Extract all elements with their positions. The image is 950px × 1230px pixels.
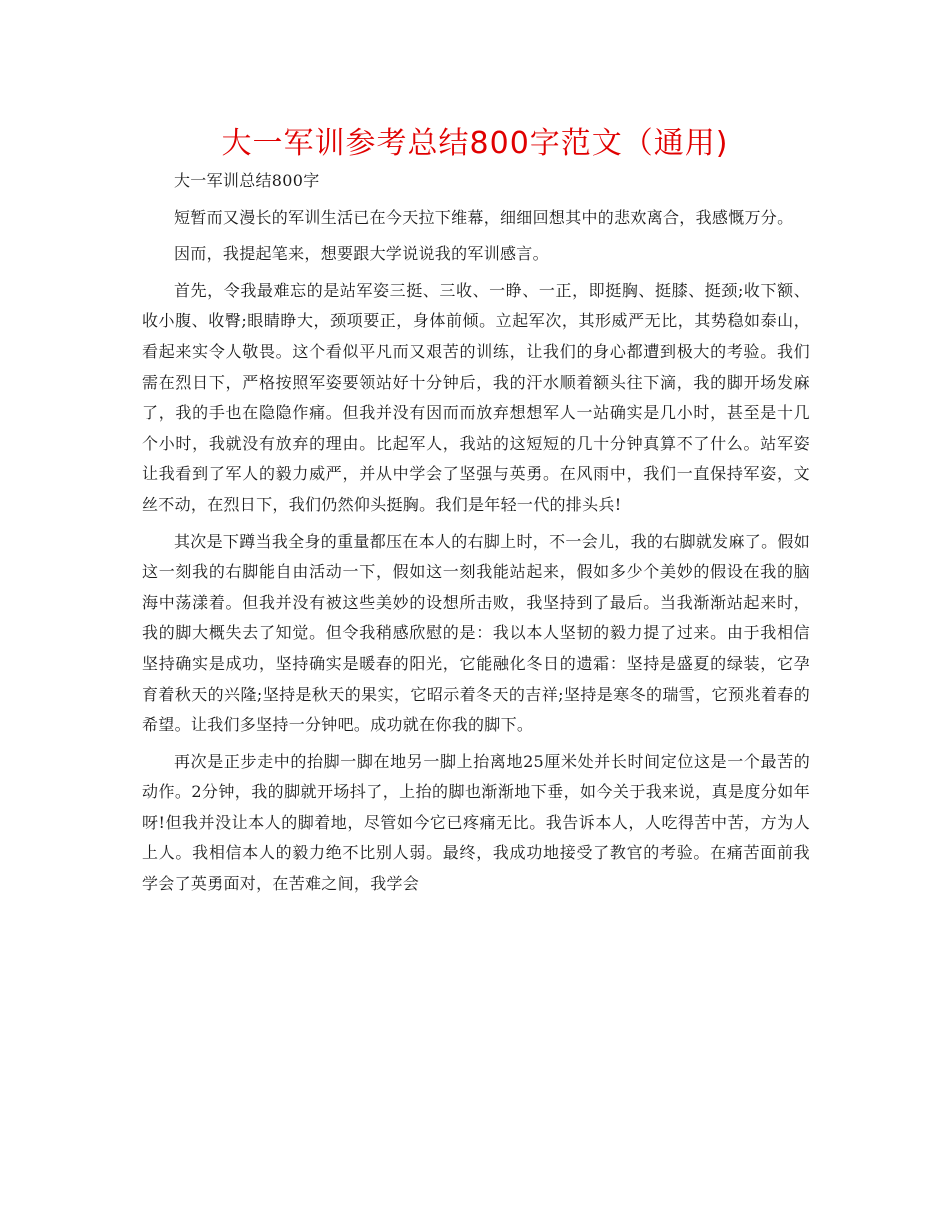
paragraph: 大一军训总结800字 (174, 171, 320, 190)
paragraph: 短暂而又漫长的军训生活已在今天拉下维幕，细细回想其中的悲欢离合，我感慨万分。 (174, 207, 794, 227)
document-body (142, 166, 810, 900)
paragraph: 因而，我提起笔来，想要跟大学说说我的军训感言。 (174, 244, 549, 264)
paragraph: 再次是正步走中的抬脚一脚在地另一脚上抬离地25厘米处并长时间定位这是一个最苦的动作。2分钟，我的脚就开场抖了，上抬的脚也渐渐地下垂，如今关于我来说，真是度分如年呀!但我并没让本人的脚着地，尽管如今它已疼痛无比。我告诉本人，人吃得苦中苦，方为人上人。我相信本人的毅力绝不比别人弱。最终，我成功地接受了教官的考验。在痛苦面前我学会了英勇面对，在苦难之间，我学会 (142, 751, 810, 894)
document-title: 大一军训参考总结800字范文（通用) (221, 126, 729, 161)
paragraph: 其次是下蹲当我全身的重量都压在本人的右脚上时，不一会儿，我的右脚就发麻了。假如这一刻我的右脚能自由活动一下，假如这一刻我能站起来，假如多少个美妙的假设在我的脑海中荡漾着。但我并没有被这些美妙的设想所击败，我坚持到了最后。当我渐渐站起来时，我的脚大概失去了知觉。但令我稍感欣慰的是：我以本人坚韧的毅力提了过来。由于我相信坚持确实是成功，坚持确实是暖春的阳光，它能融化冬日的遗霜：坚持是盛夏的绿装，它孕育着秋天的兴隆;坚持是秋天的果实，它昭示着冬天的吉祥;坚持是寒冬的瑞雪，它预兆着春的希望。让我们多坚持一分钟吧。成功就在你我的脚下。 (142, 531, 810, 735)
paragraph: 首先，令我最难忘的是站军姿三挺、三收、一睁、一正，即挺胸、挺膝、挺颈;收下额、收小腹、收臀;眼睛睁大，颈项要正，身体前倾。立起军次，其形威严无比，其势稳如泰山，看起来实令人敬畏。这个看似平凡而又艰苦的训练，让我们的身心都遭到极大的考验。我们需在烈日下，严格按照军姿要领站好十分钟后，我的汗水顺着额头往下滴，我的脚开场发麻了，我的手也在隐隐作痛。但我并没有因而而放弃想想军人一站确实是几小时，甚至是十几个小时，我就没有放弃的理由。比起军人，我站的这短短的几十分钟真算不了什么。站军姿让我看到了军人的毅力威严，并从中学会了坚强与英勇。在风雨中，我们一直保持军姿，文丝不动，在烈日下，我们仍然仰头挺胸。我们是年轻一代的排头兵! (142, 280, 810, 514)
